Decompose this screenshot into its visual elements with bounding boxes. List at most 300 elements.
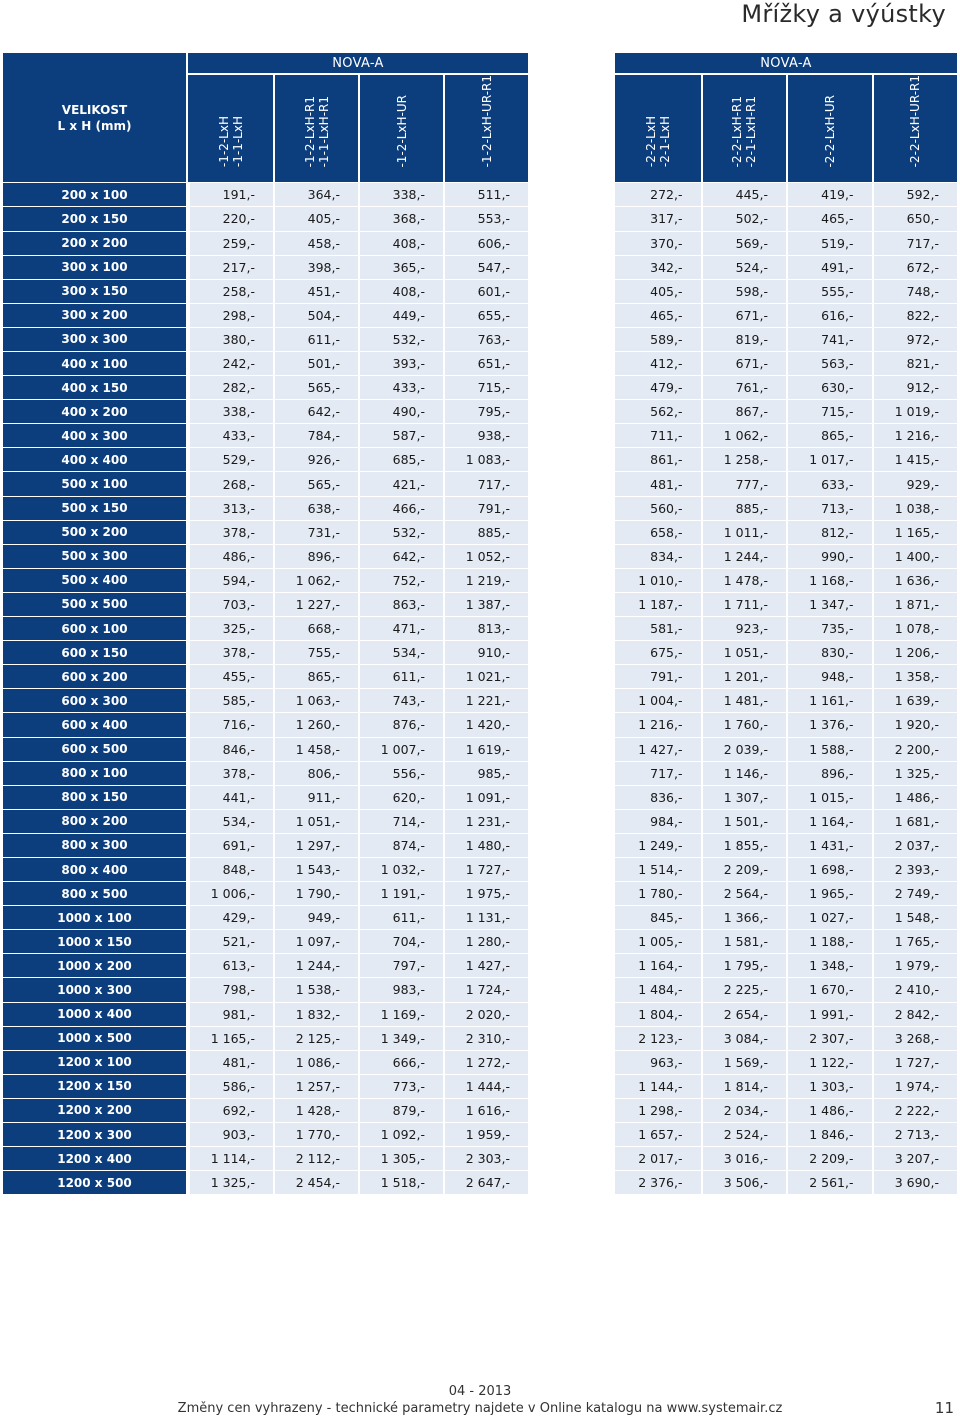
- size-cell: 400 x 300: [3, 423, 188, 447]
- price-cell: 1 358,-: [872, 664, 958, 688]
- table-row: [3, 977, 528, 1001]
- price-cell: 532,-: [358, 520, 443, 544]
- column-code-header: [872, 75, 958, 182]
- table-row: [3, 833, 528, 857]
- size-cell: 1200 x 100: [3, 1050, 188, 1074]
- price-cell: 1 484,-: [615, 977, 701, 1001]
- price-cell: 748,-: [872, 279, 958, 303]
- price-cell: 1 131,-: [443, 905, 528, 929]
- table-row: [615, 544, 957, 568]
- size-cell: 800 x 300: [3, 833, 188, 857]
- table-row: [3, 592, 528, 616]
- table-row: [3, 1098, 528, 1122]
- left-table-body: [3, 182, 528, 1194]
- table-row: [3, 1026, 528, 1050]
- price-cell: 364,-: [273, 182, 358, 206]
- price-cell: 519,-: [786, 231, 872, 255]
- price-cell: 784,-: [273, 423, 358, 447]
- size-cell: 1200 x 400: [3, 1146, 188, 1170]
- table-row: [615, 1170, 957, 1194]
- size-cell: 800 x 100: [3, 761, 188, 785]
- price-cell: 861,-: [615, 447, 701, 471]
- size-cell: 800 x 400: [3, 857, 188, 881]
- price-cell: 1 298,-: [615, 1098, 701, 1122]
- size-cell: 400 x 200: [3, 399, 188, 423]
- table-row: [615, 423, 957, 447]
- size-cell: 800 x 150: [3, 785, 188, 809]
- price-cell: 1 091,-: [443, 785, 528, 809]
- price-cell: 370,-: [615, 231, 701, 255]
- price-cell: 1 795,-: [701, 953, 787, 977]
- table-row: [615, 881, 957, 905]
- price-cell: 1 227,-: [273, 592, 358, 616]
- price-cell: 885,-: [443, 520, 528, 544]
- price-cell: 1 169,-: [358, 1002, 443, 1026]
- table-row: [615, 375, 957, 399]
- price-cell: 1 188,-: [786, 929, 872, 953]
- price-cell: 1 458,-: [273, 737, 358, 761]
- price-cell: 1 514,-: [615, 857, 701, 881]
- price-cell: 1 161,-: [786, 688, 872, 712]
- size-cell: 400 x 400: [3, 447, 188, 471]
- price-cell: 911,-: [273, 785, 358, 809]
- price-cell: 1 216,-: [615, 712, 701, 736]
- table-row: [3, 231, 528, 255]
- table-row: [615, 640, 957, 664]
- price-cell: 668,-: [273, 616, 358, 640]
- price-cell: 984,-: [615, 809, 701, 833]
- price-cell: 2 209,-: [701, 857, 787, 881]
- price-cell: 562,-: [615, 399, 701, 423]
- column-code-label: [395, 95, 409, 168]
- price-cell: 479,-: [615, 375, 701, 399]
- price-cell: 378,-: [188, 640, 273, 664]
- price-cell: 1 420,-: [443, 712, 528, 736]
- price-cell: 867,-: [701, 399, 787, 423]
- column-code-header: [273, 75, 358, 182]
- column-code-line1: -1-2-LxH: [216, 116, 231, 168]
- table-row: [615, 279, 957, 303]
- price-cell: 1 097,-: [273, 929, 358, 953]
- table-row: [615, 447, 957, 471]
- price-cell: 532,-: [358, 327, 443, 351]
- price-cell: 1 305,-: [358, 1146, 443, 1170]
- price-cell: 555,-: [786, 279, 872, 303]
- table-row: [3, 303, 528, 327]
- price-cell: 752,-: [358, 568, 443, 592]
- price-cell: 1 670,-: [786, 977, 872, 1001]
- price-cell: 671,-: [701, 351, 787, 375]
- price-cell: 259,-: [188, 231, 273, 255]
- price-cell: 638,-: [273, 496, 358, 520]
- price-cell: 1 015,-: [786, 785, 872, 809]
- price-cell: 1 019,-: [872, 399, 958, 423]
- price-cell: 1 770,-: [273, 1122, 358, 1146]
- price-cell: 1 480,-: [443, 833, 528, 857]
- table-row: [615, 929, 957, 953]
- table-row: [3, 351, 528, 375]
- size-cell: 600 x 150: [3, 640, 188, 664]
- right-table-body: [615, 182, 957, 1194]
- price-cell: 421,-: [358, 471, 443, 495]
- price-cell: 1 366,-: [701, 905, 787, 929]
- price-cell: 1 543,-: [273, 857, 358, 881]
- table-row: [615, 182, 957, 206]
- column-code-line1: -2-2-LxH-R1: [730, 95, 745, 168]
- price-cell: 2 125,-: [273, 1026, 358, 1050]
- price-cell: 711,-: [615, 423, 701, 447]
- table-row: [615, 520, 957, 544]
- price-cell: 1 569,-: [701, 1050, 787, 1074]
- price-cell: 491,-: [786, 255, 872, 279]
- table-row: [615, 977, 957, 1001]
- table-row: [615, 809, 957, 833]
- table-row: [615, 231, 957, 255]
- price-cell: 504,-: [273, 303, 358, 327]
- price-cell: 2 713,-: [872, 1122, 958, 1146]
- column-code-line1: -2-2-LxH: [643, 116, 658, 168]
- price-cell: 408,-: [358, 231, 443, 255]
- column-code-line1: -1-2-LxH-R1: [302, 95, 317, 168]
- price-cell: 1 257,-: [273, 1074, 358, 1098]
- price-cell: 565,-: [273, 471, 358, 495]
- price-cell: 455,-: [188, 664, 273, 688]
- price-cell: 1 086,-: [273, 1050, 358, 1074]
- price-cell: 763,-: [443, 327, 528, 351]
- size-cell: 600 x 200: [3, 664, 188, 688]
- price-cell: 1 307,-: [701, 785, 787, 809]
- price-cell: 896,-: [786, 761, 872, 785]
- price-cell: 1 478,-: [701, 568, 787, 592]
- price-cell: 798,-: [188, 977, 273, 1001]
- size-cell: 500 x 300: [3, 544, 188, 568]
- table-row: [615, 1050, 957, 1074]
- price-cell: 3 690,-: [872, 1170, 958, 1194]
- table-row: [615, 592, 957, 616]
- column-code-label: [217, 116, 245, 167]
- price-cell: 481,-: [615, 471, 701, 495]
- price-cell: 1 005,-: [615, 929, 701, 953]
- table-row: [615, 1026, 957, 1050]
- table-row: [3, 375, 528, 399]
- price-cell: 1 144,-: [615, 1074, 701, 1098]
- price-cell: 1 400,-: [872, 544, 958, 568]
- price-cell: 1 325,-: [188, 1170, 273, 1194]
- price-cell: 716,-: [188, 712, 273, 736]
- price-cell: 671,-: [701, 303, 787, 327]
- size-cell: 1200 x 200: [3, 1098, 188, 1122]
- price-cell: 368,-: [358, 206, 443, 230]
- price-cell: 317,-: [615, 206, 701, 230]
- price-cell: 419,-: [786, 182, 872, 206]
- column-code-line2: -1-1-LxH-R1: [316, 95, 331, 168]
- price-cell: 633,-: [786, 471, 872, 495]
- price-cell: 1 959,-: [443, 1122, 528, 1146]
- price-cell: 1 991,-: [786, 1002, 872, 1026]
- price-cell: 983,-: [358, 977, 443, 1001]
- price-cell: 592,-: [872, 182, 958, 206]
- price-cell: 1 428,-: [273, 1098, 358, 1122]
- column-code-header: [358, 75, 443, 182]
- price-cell: 451,-: [273, 279, 358, 303]
- price-cell: 1 347,-: [786, 592, 872, 616]
- table-row: [3, 761, 528, 785]
- price-cell: 465,-: [786, 206, 872, 230]
- price-cell: 714,-: [358, 809, 443, 833]
- price-cell: 1 280,-: [443, 929, 528, 953]
- price-cell: 594,-: [188, 568, 273, 592]
- table-row: [3, 616, 528, 640]
- price-cell: 1 427,-: [615, 737, 701, 761]
- price-cell: 2 123,-: [615, 1026, 701, 1050]
- table-row: [615, 1002, 957, 1026]
- table-row: [3, 785, 528, 809]
- column-code-line2: -1-1-LxH: [230, 116, 245, 168]
- table-row: [3, 423, 528, 447]
- table-row: [3, 544, 528, 568]
- price-cell: 1 219,-: [443, 568, 528, 592]
- table-row: [3, 1002, 528, 1026]
- price-cell: 1 920,-: [872, 712, 958, 736]
- size-cell: 500 x 150: [3, 496, 188, 520]
- price-cell: 1 063,-: [273, 688, 358, 712]
- column-code-header: [615, 75, 701, 182]
- price-cell: 606,-: [443, 231, 528, 255]
- price-cell: 1 349,-: [358, 1026, 443, 1050]
- price-cell: 2 454,-: [273, 1170, 358, 1194]
- column-code-label: [480, 75, 494, 167]
- price-cell: 458,-: [273, 231, 358, 255]
- price-cell: 813,-: [443, 616, 528, 640]
- price-cell: 879,-: [358, 1098, 443, 1122]
- table-row: [3, 471, 528, 495]
- price-cell: 547,-: [443, 255, 528, 279]
- price-cell: 2 037,-: [872, 833, 958, 857]
- price-cell: 1 444,-: [443, 1074, 528, 1098]
- price-cell: 1 727,-: [872, 1050, 958, 1074]
- price-cell: 1 376,-: [786, 712, 872, 736]
- size-cell: 600 x 100: [3, 616, 188, 640]
- price-cell: 1 011,-: [701, 520, 787, 544]
- column-code-label: [730, 96, 758, 167]
- price-cell: 896,-: [273, 544, 358, 568]
- column-code-header: [786, 75, 872, 182]
- column-code-header: [443, 75, 528, 182]
- table-row: [615, 351, 957, 375]
- table-row: [615, 1098, 957, 1122]
- size-cell: 800 x 200: [3, 809, 188, 833]
- price-cell: 1 260,-: [273, 712, 358, 736]
- table-row: [615, 664, 957, 688]
- price-cell: 1 538,-: [273, 977, 358, 1001]
- price-cell: 2 225,-: [701, 977, 787, 1001]
- price-cell: 2 524,-: [701, 1122, 787, 1146]
- price-cell: 1 588,-: [786, 737, 872, 761]
- price-cell: 806,-: [273, 761, 358, 785]
- price-cell: 1 760,-: [701, 712, 787, 736]
- brand-header: NOVA-A: [615, 53, 957, 75]
- price-cell: 741,-: [786, 327, 872, 351]
- size-cell: 1000 x 400: [3, 1002, 188, 1026]
- size-cell: 1000 x 200: [3, 953, 188, 977]
- price-cell: 1 052,-: [443, 544, 528, 568]
- price-cell: 819,-: [701, 327, 787, 351]
- price-cell: 675,-: [615, 640, 701, 664]
- column-code-line1: -2-2-LxH-UR: [822, 94, 837, 168]
- price-cell: 651,-: [443, 351, 528, 375]
- price-cell: 715,-: [786, 399, 872, 423]
- price-cell: 412,-: [615, 351, 701, 375]
- price-cell: 338,-: [188, 399, 273, 423]
- price-cell: 1 092,-: [358, 1122, 443, 1146]
- price-cell: 486,-: [188, 544, 273, 568]
- price-cell: 1 855,-: [701, 833, 787, 857]
- price-cell: 560,-: [615, 496, 701, 520]
- price-cell: 3 268,-: [872, 1026, 958, 1050]
- price-cell: 581,-: [615, 616, 701, 640]
- size-cell: 400 x 100: [3, 351, 188, 375]
- price-cell: 1 486,-: [786, 1098, 872, 1122]
- price-cell: 846,-: [188, 737, 273, 761]
- table-row: [615, 688, 957, 712]
- size-cell: 800 x 500: [3, 881, 188, 905]
- price-cell: 220,-: [188, 206, 273, 230]
- price-cell: 2 039,-: [701, 737, 787, 761]
- price-cell: 3 207,-: [872, 1146, 958, 1170]
- table-row: [3, 640, 528, 664]
- price-cell: 1 639,-: [872, 688, 958, 712]
- price-cell: 822,-: [872, 303, 958, 327]
- price-cell: 1 657,-: [615, 1122, 701, 1146]
- price-cell: 1 021,-: [443, 664, 528, 688]
- price-cell: 1 007,-: [358, 737, 443, 761]
- price-cell: 217,-: [188, 255, 273, 279]
- price-cell: 1 814,-: [701, 1074, 787, 1098]
- price-cell: 1 201,-: [701, 664, 787, 688]
- table-row: [615, 327, 957, 351]
- price-cell: 1 114,-: [188, 1146, 273, 1170]
- price-cell: 1 122,-: [786, 1050, 872, 1074]
- price-cell: 642,-: [273, 399, 358, 423]
- price-cell: 378,-: [188, 761, 273, 785]
- table-row: [615, 712, 957, 736]
- price-cell: 1 062,-: [701, 423, 787, 447]
- table-row: [615, 833, 957, 857]
- table-row: [615, 303, 957, 327]
- size-cell: 300 x 150: [3, 279, 188, 303]
- price-cell: 743,-: [358, 688, 443, 712]
- price-cell: 666,-: [358, 1050, 443, 1074]
- size-cell: 600 x 400: [3, 712, 188, 736]
- price-cell: 2 017,-: [615, 1146, 701, 1170]
- price-cell: 1 038,-: [872, 496, 958, 520]
- footer-text: Změny cen vyhrazeny - technické parametry najdete v Online katalogu na www.systemair.cz: [177, 1401, 783, 1416]
- price-cell: 834,-: [615, 544, 701, 568]
- price-cell: 1 010,-: [615, 568, 701, 592]
- price-cell: 650,-: [872, 206, 958, 230]
- table-row: [3, 664, 528, 688]
- price-cell: 2 749,-: [872, 881, 958, 905]
- page-number: 11: [934, 1399, 954, 1417]
- price-cell: 1 051,-: [273, 809, 358, 833]
- price-cell: 2 034,-: [701, 1098, 787, 1122]
- price-cell: 563,-: [786, 351, 872, 375]
- price-cell: 715,-: [443, 375, 528, 399]
- column-code-line1: -2-2-LxH-UR-R1: [908, 75, 923, 168]
- price-cell: 938,-: [443, 423, 528, 447]
- price-cell: 1 216,-: [872, 423, 958, 447]
- price-cell: 1 581,-: [701, 929, 787, 953]
- price-cell: 795,-: [443, 399, 528, 423]
- price-cell: 441,-: [188, 785, 273, 809]
- price-cell: 755,-: [273, 640, 358, 664]
- price-cell: 704,-: [358, 929, 443, 953]
- price-cell: 342,-: [615, 255, 701, 279]
- price-cell: 2 564,-: [701, 881, 787, 905]
- price-cell: 777,-: [701, 471, 787, 495]
- price-cell: 1 221,-: [443, 688, 528, 712]
- table-row: [3, 496, 528, 520]
- price-cell: 338,-: [358, 182, 443, 206]
- table-row: [3, 737, 528, 761]
- column-code-line2: -2-1-LxH-R1: [744, 95, 759, 168]
- price-cell: 1 979,-: [872, 953, 958, 977]
- price-cell: 471,-: [358, 616, 443, 640]
- price-cell: 923,-: [701, 616, 787, 640]
- price-cell: 1 325,-: [872, 761, 958, 785]
- price-cell: 378,-: [188, 520, 273, 544]
- price-cell: 1 083,-: [443, 447, 528, 471]
- price-cell: 655,-: [443, 303, 528, 327]
- price-cell: 598,-: [701, 279, 787, 303]
- price-cell: 876,-: [358, 712, 443, 736]
- price-cell: 1 548,-: [872, 905, 958, 929]
- price-cell: 365,-: [358, 255, 443, 279]
- table-row: [615, 737, 957, 761]
- table-row: [615, 761, 957, 785]
- price-cell: 398,-: [273, 255, 358, 279]
- size-cell: 200 x 150: [3, 206, 188, 230]
- price-cell: 1 481,-: [701, 688, 787, 712]
- price-cell: 502,-: [701, 206, 787, 230]
- price-cell: 791,-: [443, 496, 528, 520]
- price-cell: 556,-: [358, 761, 443, 785]
- table-row: [3, 399, 528, 423]
- price-cell: 529,-: [188, 447, 273, 471]
- price-cell: 1 681,-: [872, 809, 958, 833]
- price-cell: 1 846,-: [786, 1122, 872, 1146]
- price-cell: 534,-: [358, 640, 443, 664]
- price-cell: 630,-: [786, 375, 872, 399]
- price-cell: 282,-: [188, 375, 273, 399]
- price-cell: 830,-: [786, 640, 872, 664]
- price-cell: 3 016,-: [701, 1146, 787, 1170]
- price-cell: 408,-: [358, 279, 443, 303]
- price-cell: 926,-: [273, 447, 358, 471]
- price-cell: 990,-: [786, 544, 872, 568]
- code-header-row: [615, 75, 957, 182]
- price-cell: 524,-: [701, 255, 787, 279]
- price-cell: 2 303,-: [443, 1146, 528, 1170]
- size-cell: 200 x 200: [3, 231, 188, 255]
- table-row: [3, 279, 528, 303]
- price-cell: 1 303,-: [786, 1074, 872, 1098]
- price-cell: 1 244,-: [273, 953, 358, 977]
- price-cell: 910,-: [443, 640, 528, 664]
- price-cell: 611,-: [358, 664, 443, 688]
- column-code-header: [701, 75, 787, 182]
- price-cell: 258,-: [188, 279, 273, 303]
